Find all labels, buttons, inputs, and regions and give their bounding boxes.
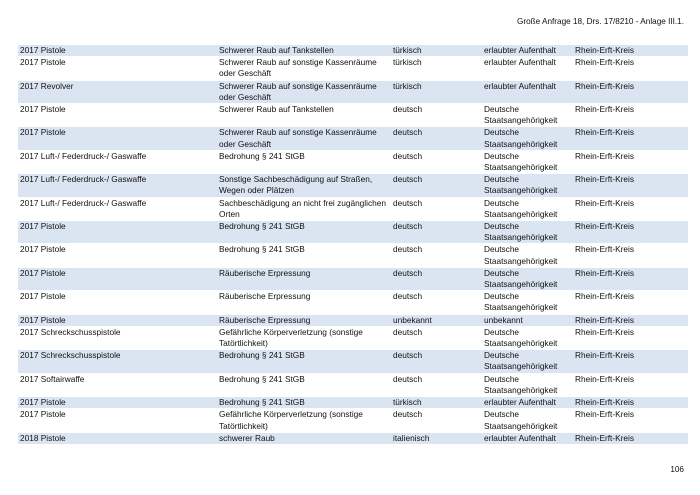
document-header: Große Anfrage 18, Drs. 17/8210 - Anlage III.1. [516, 17, 684, 26]
residence-status-cell: Deutsche Staatsangehörigkeit [482, 267, 573, 290]
offense-cell: Bedrohung § 241 StGB [217, 397, 391, 409]
nationality-cell: deutsch [391, 221, 482, 244]
table-row [18, 197, 688, 220]
table-row [18, 314, 688, 326]
district-cell: Rhein-Erft-Kreis [573, 45, 688, 57]
district-cell: Rhein-Erft-Kreis [573, 409, 688, 432]
weapon-cell: 2017 Pistole [18, 409, 217, 432]
offense-cell: Gefährliche Körperverletzung (sonstige Tatörtlichkeit) [217, 326, 391, 349]
nationality-cell: deutsch [391, 326, 482, 349]
offense-cell: Schwerer Raub auf Tankstellen [217, 45, 391, 57]
table-row [18, 244, 688, 267]
weapon-cell: 2017 Luft-/ Federdruck-/ Gaswaffe [18, 150, 217, 173]
residence-status-cell: erlaubter Aufenthalt [482, 57, 573, 80]
table-row [18, 174, 688, 197]
weapon-cell: 2017 Schreckschusspistole [18, 326, 217, 349]
weapon-cell: 2017 Pistole [18, 45, 217, 57]
weapon-cell: 2017 Revolver [18, 80, 217, 103]
offense-cell: Bedrohung § 241 StGB [217, 244, 391, 267]
table-row [18, 373, 688, 396]
offense-cell: Bedrohung § 241 StGB [217, 150, 391, 173]
residence-status-cell: Deutsche Staatsangehörigkeit [482, 350, 573, 373]
weapon-cell: 2017 Softairwaffe [18, 373, 217, 396]
weapon-cell: 2017 Pistole [18, 127, 217, 150]
district-cell: Rhein-Erft-Kreis [573, 150, 688, 173]
offense-cell: Räuberische Erpressung [217, 291, 391, 314]
table-body [18, 45, 688, 444]
offense-cell: Bedrohung § 241 StGB [217, 373, 391, 396]
residence-status-cell: Deutsche Staatsangehörigkeit [482, 150, 573, 173]
weapon-cell: 2017 Pistole [18, 397, 217, 409]
nationality-cell: türkisch [391, 57, 482, 80]
nationality-cell: deutsch [391, 409, 482, 432]
nationality-cell: deutsch [391, 127, 482, 150]
residence-status-cell: Deutsche Staatsangehörigkeit [482, 326, 573, 349]
table-row [18, 57, 688, 80]
offense-cell: Schwerer Raub auf Tankstellen [217, 104, 391, 127]
district-cell: Rhein-Erft-Kreis [573, 397, 688, 409]
nationality-cell: deutsch [391, 174, 482, 197]
district-cell: Rhein-Erft-Kreis [573, 432, 688, 444]
table-row [18, 80, 688, 103]
offense-cell: Schwerer Raub auf sonstige Kassenräume oder Geschäft [217, 57, 391, 80]
weapon-cell: 2017 Pistole [18, 221, 217, 244]
district-cell: Rhein-Erft-Kreis [573, 291, 688, 314]
nationality-cell: italienisch [391, 432, 482, 444]
nationality-cell: deutsch [391, 197, 482, 220]
weapon-cell: 2017 Pistole [18, 57, 217, 80]
weapon-cell: 2017 Pistole [18, 267, 217, 290]
offense-cell: Bedrohung § 241 StGB [217, 350, 391, 373]
nationality-cell: deutsch [391, 350, 482, 373]
nationality-cell: deutsch [391, 244, 482, 267]
residence-status-cell: Deutsche Staatsangehörigkeit [482, 174, 573, 197]
residence-status-cell: erlaubter Aufenthalt [482, 80, 573, 103]
table-row [18, 127, 688, 150]
residence-status-cell: erlaubter Aufenthalt [482, 397, 573, 409]
offense-cell: Bedrohung § 241 StGB [217, 221, 391, 244]
district-cell: Rhein-Erft-Kreis [573, 221, 688, 244]
nationality-cell: deutsch [391, 104, 482, 127]
weapon-cell: 2017 Pistole [18, 314, 217, 326]
offense-cell: Schwerer Raub auf sonstige Kassenräume oder Geschäft [217, 80, 391, 103]
table-row [18, 267, 688, 290]
table-row [18, 221, 688, 244]
table-row [18, 45, 688, 57]
district-cell: Rhein-Erft-Kreis [573, 80, 688, 103]
residence-status-cell: Deutsche Staatsangehörigkeit [482, 221, 573, 244]
nationality-cell: türkisch [391, 45, 482, 57]
district-cell: Rhein-Erft-Kreis [573, 326, 688, 349]
district-cell: Rhein-Erft-Kreis [573, 267, 688, 290]
table-row [18, 291, 688, 314]
district-cell: Rhein-Erft-Kreis [573, 174, 688, 197]
nationality-cell: deutsch [391, 373, 482, 396]
table-row [18, 326, 688, 349]
residence-status-cell: erlaubter Aufenthalt [482, 432, 573, 444]
district-cell: Rhein-Erft-Kreis [573, 244, 688, 267]
table-row [18, 397, 688, 409]
weapon-cell: 2017 Luft-/ Federdruck-/ Gaswaffe [18, 197, 217, 220]
weapon-cell: 2017 Luft-/ Federdruck-/ Gaswaffe [18, 174, 217, 197]
weapon-cell: 2017 Pistole [18, 104, 217, 127]
district-cell: Rhein-Erft-Kreis [573, 314, 688, 326]
offense-cell: Sonstige Sachbeschädigung auf Straßen, Wegen oder Plätzen [217, 174, 391, 197]
table-row [18, 432, 688, 444]
offense-cell: Räuberische Erpressung [217, 314, 391, 326]
nationality-cell: deutsch [391, 150, 482, 173]
weapon-cell: 2017 Pistole [18, 291, 217, 314]
residence-status-cell: Deutsche Staatsangehörigkeit [482, 244, 573, 267]
district-cell: Rhein-Erft-Kreis [573, 373, 688, 396]
residence-status-cell: unbekannt [482, 314, 573, 326]
nationality-cell: unbekannt [391, 314, 482, 326]
weapon-cell: 2018 Pistole [18, 432, 217, 444]
district-cell: Rhein-Erft-Kreis [573, 350, 688, 373]
offense-cell: Sachbeschädigung an nicht frei zugänglichen Orten [217, 197, 391, 220]
residence-status-cell: Deutsche Staatsangehörigkeit [482, 291, 573, 314]
table-row [18, 350, 688, 373]
residence-status-cell: Deutsche Staatsangehörigkeit [482, 409, 573, 432]
residence-status-cell: Deutsche Staatsangehörigkeit [482, 104, 573, 127]
district-cell: Rhein-Erft-Kreis [573, 197, 688, 220]
offense-cell: schwerer Raub [217, 432, 391, 444]
residence-status-cell: Deutsche Staatsangehörigkeit [482, 373, 573, 396]
residence-status-cell: erlaubter Aufenthalt [482, 45, 573, 57]
weapon-cell: 2017 Pistole [18, 244, 217, 267]
residence-status-cell: Deutsche Staatsangehörigkeit [482, 127, 573, 150]
table-row [18, 104, 688, 127]
nationality-cell: deutsch [391, 291, 482, 314]
district-cell: Rhein-Erft-Kreis [573, 104, 688, 127]
nationality-cell: türkisch [391, 397, 482, 409]
residence-status-cell: Deutsche Staatsangehörigkeit [482, 197, 573, 220]
page-number: 106 [670, 465, 684, 474]
offense-cell: Schwerer Raub auf sonstige Kassenräume oder Geschäft [217, 127, 391, 150]
nationality-cell: türkisch [391, 80, 482, 103]
table-row [18, 409, 688, 432]
table-row [18, 150, 688, 173]
weapon-cell: 2017 Schreckschusspistole [18, 350, 217, 373]
offense-cell: Räuberische Erpressung [217, 267, 391, 290]
data-table [18, 44, 688, 444]
district-cell: Rhein-Erft-Kreis [573, 127, 688, 150]
district-cell: Rhein-Erft-Kreis [573, 57, 688, 80]
nationality-cell: deutsch [391, 267, 482, 290]
offense-cell: Gefährliche Körperverletzung (sonstige Tatörtlichkeit) [217, 409, 391, 432]
